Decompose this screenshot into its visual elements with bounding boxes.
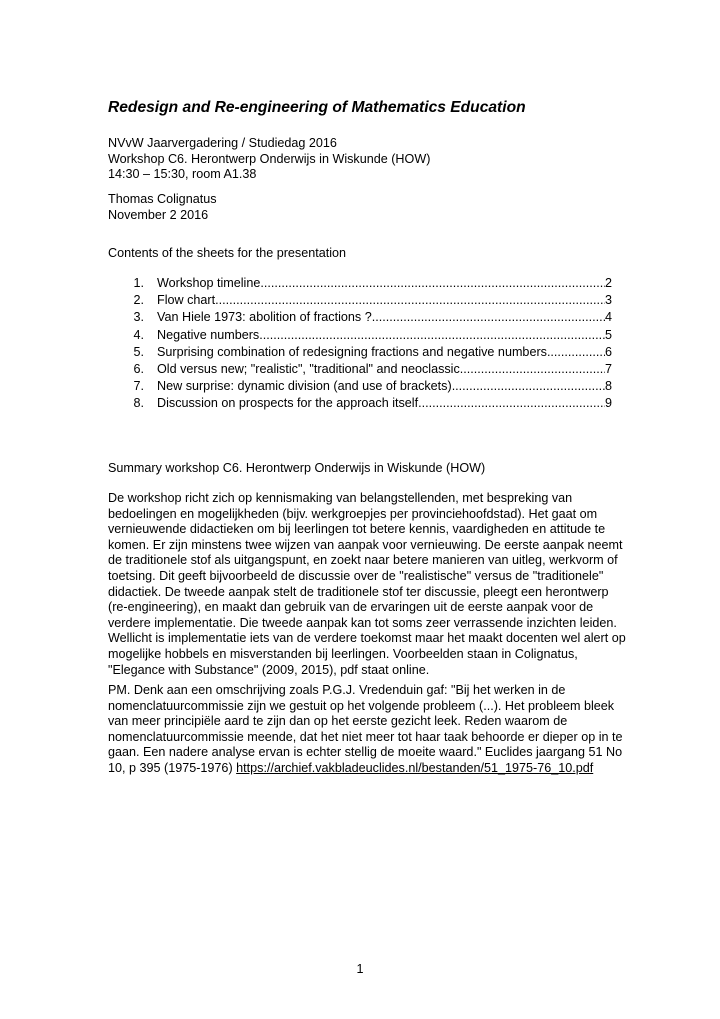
pm-line: gaan. Een nadere analyse ervan is echter stellig de moeite waard." Euclides jaargang 51 No xyxy=(108,745,623,760)
toc-title: Discussion on prospects for the approach itself xyxy=(157,396,419,411)
toc-page-number: 5 xyxy=(604,327,612,342)
toc-leader xyxy=(460,362,605,378)
toc-entry[interactable] xyxy=(108,310,612,327)
toc-page-number: 4 xyxy=(604,310,612,325)
toc-title: Negative numbers xyxy=(157,327,260,342)
toc-number: 1. xyxy=(133,276,144,290)
toc-entry[interactable] xyxy=(108,345,612,362)
toc-entry[interactable] xyxy=(108,379,612,396)
summary-line: mogelijke hobbels en misverstanden bij leerlingen. Voorbeelden staan in Colignatus, xyxy=(108,646,578,661)
toc-page-number: 2 xyxy=(604,276,612,290)
pm-line: van meer principiële aard te zijn dan op het eerste gezicht leek. Reden waarom de xyxy=(108,714,568,729)
toc-number: 3. xyxy=(133,310,144,325)
pm-paragraph xyxy=(108,683,623,777)
summary-line: "Elegance with Substance" (2009, 2015), pdf staat online. xyxy=(108,662,430,677)
summary-line: De workshop richt zich op kennismaking van belangstellenden, met bespreking van xyxy=(108,491,573,505)
event-line: NVvW Jaarvergadering / Studiedag 2016 xyxy=(108,136,337,150)
summary-line: Wellicht is implementatie iets van de verdere toekomst maar het maakt docenten wel alert op xyxy=(108,631,626,646)
toc-number: 5. xyxy=(133,344,144,359)
author-block xyxy=(108,192,612,223)
citation-text: 10, p 395 (1975-1976) xyxy=(108,760,237,775)
toc-number: 8. xyxy=(133,396,144,411)
summary-line: de traditionele stof als uitgangspunt, en zoekt naar betere manieren van uitleg, werkvorm of xyxy=(108,553,618,568)
document-title: Redesign and Re-engineering of Mathematics Education xyxy=(108,99,526,116)
toc-number: 7. xyxy=(133,379,144,394)
summary-line: verdere implementatie. Die tweede aanpak kan tot soms zeer verrassende inzichten leiden. xyxy=(108,615,617,630)
event-header xyxy=(108,136,612,183)
page-number: 1 xyxy=(356,962,364,976)
summary-line: didactiek. De tweede aanpak stelt de traditionele stof ter discussie, pleegt een herontwerp xyxy=(108,584,609,599)
toc-number: 6. xyxy=(133,361,144,376)
toc-number: 2. xyxy=(133,293,144,308)
toc-entry[interactable] xyxy=(108,293,612,310)
toc-leader xyxy=(260,276,605,292)
toc-number: 4. xyxy=(133,327,144,342)
pm-line: nomenclatuurcommissie zijn we gestuit op het volgende probleem (...). Het probleem bleek xyxy=(108,698,615,713)
summary-line: vernieuwende didactieken om bij leerlingen tot betere kennis, vaardigheden en attitude te xyxy=(108,522,606,537)
summary-heading: Summary workshop C6. Herontwerp Onderwijs in Wiskunde (HOW) xyxy=(108,461,486,475)
pm-line: PM. Denk aan een omschrijving zoals P.G.J. Vredenduin gaf: "Bij het werken in de xyxy=(108,683,566,697)
toc-title: Surprising combination of redesigning fractions and negative numbers xyxy=(157,344,547,359)
contents-heading: Contents of the sheets for the presentation xyxy=(108,246,347,260)
toc-title: Flow chart xyxy=(157,293,216,308)
pm-line: nomenclatuurcommissie meende, dat het niet meer tot haar taak behoorde er dieper op in te xyxy=(108,729,623,744)
toc-entry[interactable] xyxy=(108,276,612,293)
euclides-pdf-link[interactable]: https://archief.vakbladeuclides.nl/bestanden/51_1975-76_10.pdf xyxy=(236,760,594,775)
table-of-contents xyxy=(108,276,612,414)
toc-leader xyxy=(547,345,605,361)
toc-entry[interactable] xyxy=(108,396,612,413)
toc-title: Old versus new; "realistic", "traditional" and neoclassic xyxy=(157,361,460,376)
summary-paragraph xyxy=(108,491,626,678)
toc-page-number: 6 xyxy=(604,344,612,359)
toc-leader xyxy=(215,293,605,309)
toc-title: New surprise: dynamic division (and use of brackets) xyxy=(157,379,452,394)
toc-leader xyxy=(372,310,605,326)
toc-leader xyxy=(452,379,605,395)
toc-title: Van Hiele 1973: abolition of fractions ? xyxy=(157,310,372,325)
toc-page-number: 7 xyxy=(604,361,612,376)
document-date: November 2 2016 xyxy=(108,207,209,222)
summary-line: toetsing. Dit geeft bijvoorbeeld de discussie over de "realistische" versus de "traditionele" xyxy=(108,568,604,583)
workshop-line: Workshop C6. Herontwerp Onderwijs in Wiskunde (HOW) xyxy=(108,151,431,166)
author-name: Thomas Colignatus xyxy=(108,192,217,206)
toc-entry[interactable] xyxy=(108,328,612,345)
time-room-line: 14:30 – 15:30, room A1.38 xyxy=(108,167,257,182)
toc-leader xyxy=(418,396,605,412)
toc-page-number: 8 xyxy=(604,379,612,394)
toc-leader xyxy=(259,328,605,344)
summary-line: (re-engineering), en maakt dan gebruik van de ervaringen uit de eerste aanpak voor de xyxy=(108,600,594,615)
toc-entry[interactable] xyxy=(108,362,612,379)
pm-line xyxy=(108,761,612,777)
summary-line: bedoelingen en mogelijkheden (bijv. werkgroepjes per provinciehoofdstad). Het gaat om xyxy=(108,506,598,521)
summary-line: komen. Er zijn minstens twee wijzen van aanpak voor vernieuwing. De eerste aanpak neemt xyxy=(108,537,623,552)
toc-title: Workshop timeline xyxy=(157,276,261,290)
toc-page-number: 9 xyxy=(604,396,612,411)
toc-page-number: 3 xyxy=(604,293,612,308)
